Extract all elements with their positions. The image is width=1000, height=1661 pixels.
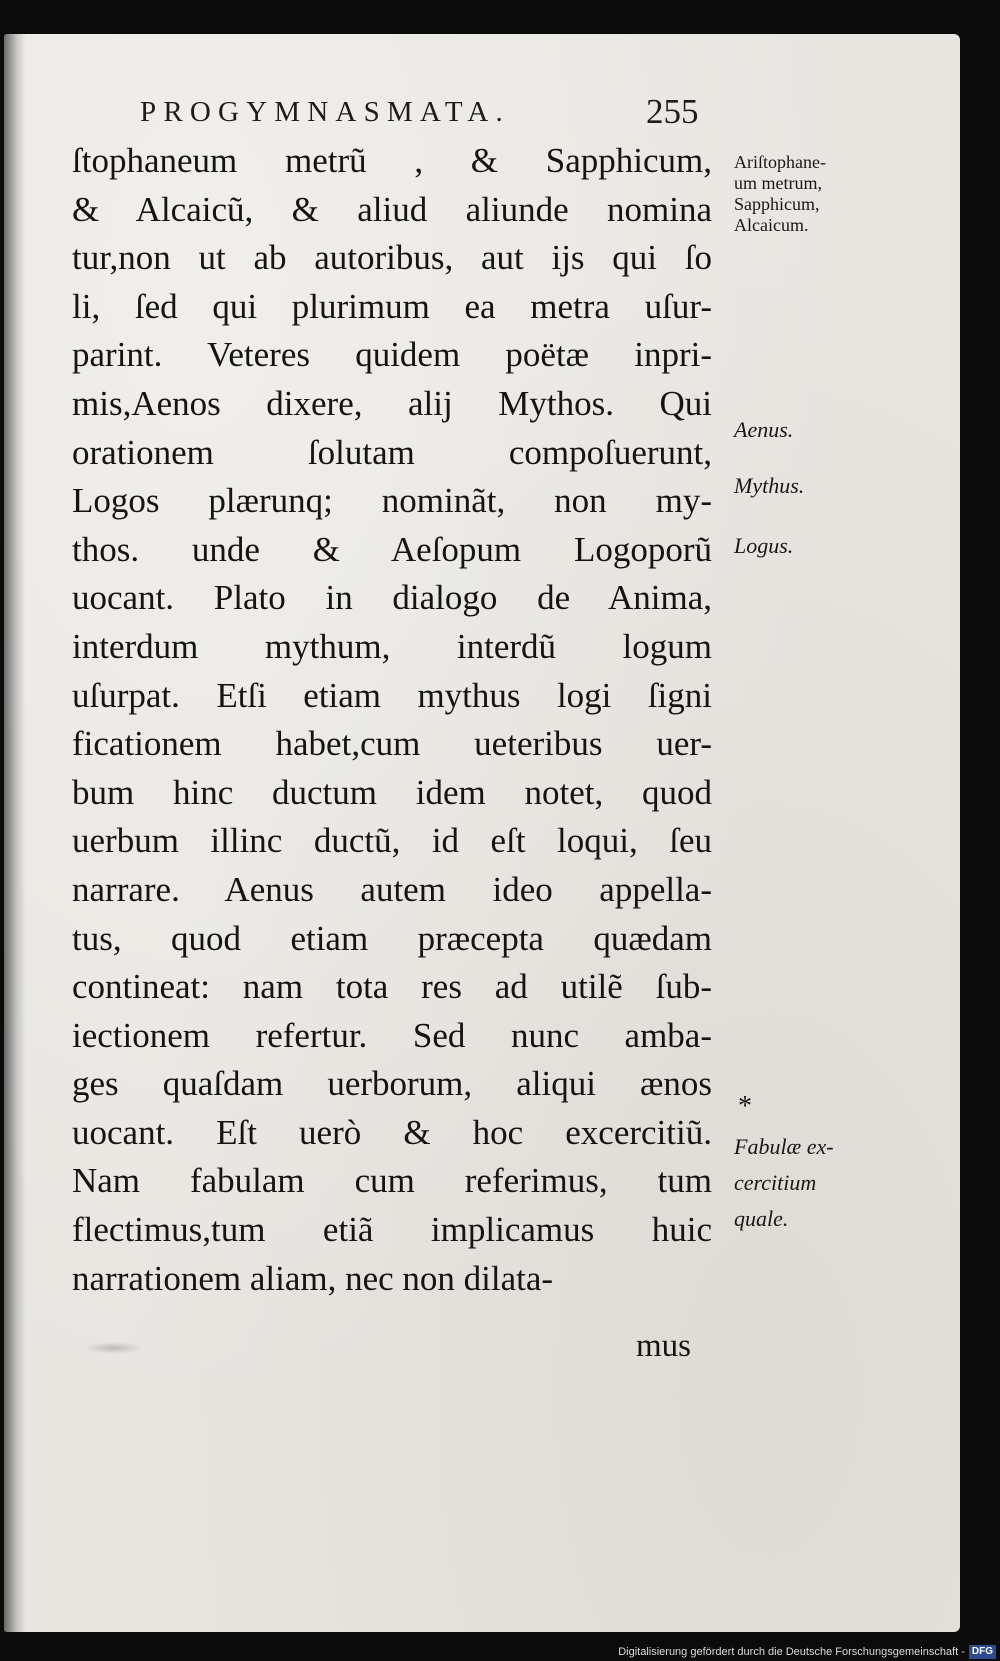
- text-line: iectionem refertur. Sed nunc amba-: [72, 1015, 712, 1055]
- text-line: narrationem aliam, nec non dilata-: [72, 1258, 554, 1298]
- text-line: uocant. Eſt uerò & hoc excercitiũ.: [72, 1112, 712, 1152]
- margin-note-line: Ariſtophane-: [734, 152, 826, 172]
- margin-note-line: cercitium: [734, 1170, 817, 1195]
- text-line: ſtophaneum metrũ , & Sapphicum,: [72, 141, 712, 180]
- text-line: ficationem habet,cum ueteribus uer-: [72, 724, 712, 764]
- page-gutter-shadow: [4, 34, 26, 1632]
- text-line: li, ſed qui plurimum ea metra uſur-: [72, 286, 712, 326]
- marginal-notes: [734, 34, 934, 1632]
- text-line: flectimus,tum etiã implicamus huic: [72, 1210, 712, 1250]
- margin-note-line: Alcaicum.: [734, 215, 809, 235]
- text-line: ges quaſdam uerborum, aliqui ænos: [72, 1064, 712, 1104]
- body-text: [72, 137, 712, 1303]
- asterisk-mark: *: [738, 1091, 752, 1122]
- dfg-logo: DFG: [969, 1645, 996, 1659]
- catchword: mus: [636, 1328, 692, 1364]
- running-title: PROGYMNASMATA.: [140, 96, 510, 128]
- text-line: narrare. Aenus autem ideo appella-: [72, 869, 712, 909]
- margin-note-line: um metrum,: [734, 173, 822, 193]
- text-line: uocant. Plato in dialogo de Anima,: [72, 578, 712, 618]
- text-line: bum hinc ductum idem notet, quod: [72, 772, 712, 812]
- text-line: & Alcaicũ, & aliud aliunde nomina: [72, 189, 712, 229]
- margin-note-line: Fabulæ ex-: [734, 1134, 834, 1159]
- text-line: Nam fabulam cum referimus, tum: [72, 1161, 712, 1201]
- text-line: thos. unde & Aeſopum Logoporũ: [72, 529, 712, 569]
- margin-note-mythus: Mythus.: [734, 473, 805, 498]
- text-line: Logos plærunq; nominãt, non my-: [72, 481, 712, 521]
- digitization-credit: [610, 1643, 1000, 1661]
- text-line: uſurpat. Etſi etiam mythus logi ſigni: [72, 675, 712, 715]
- text-line: tus, quod etiam præcepta quædam: [72, 918, 712, 958]
- margin-note-line: Sapphicum,: [734, 194, 820, 214]
- ink-smudge: [84, 1342, 144, 1354]
- text-line: tur,non ut ab autoribus, aut ijs qui ſo: [72, 238, 712, 278]
- text-line: interdum mythum, interdũ logum: [72, 626, 712, 666]
- text-line: orationem ſolutam compoſuerunt,: [72, 432, 712, 472]
- margin-note-fabulae: [734, 1129, 834, 1237]
- credit-text: Digitalisierung gefördert durch die Deutsche Forschungsgemeinschaft -: [618, 1646, 965, 1658]
- page-number: 255: [646, 92, 699, 131]
- margin-note-logus: Logus.: [734, 533, 794, 558]
- running-head: [112, 92, 732, 132]
- margin-note-aristophaneum: [734, 152, 826, 236]
- margin-note-aenus: Aenus.: [734, 417, 794, 442]
- text-line: uerbum illinc ductũ, id eſt loqui, ſeu: [72, 821, 712, 861]
- book-page: [4, 34, 960, 1632]
- margin-note-line: quale.: [734, 1206, 789, 1231]
- text-line: mis,Aenos dixere, alij Mythos. Qui: [72, 383, 712, 423]
- text-line: parint. Veteres quidem poëtæ inpri-: [72, 335, 712, 375]
- text-line: contineat: nam tota res ad utilẽ ſub-: [72, 967, 712, 1007]
